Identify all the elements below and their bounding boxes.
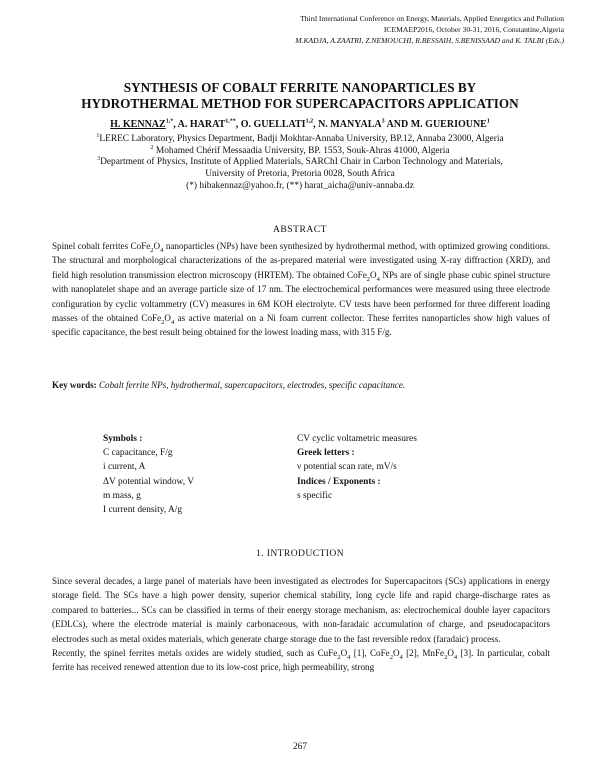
intro-sub: 4 (453, 653, 458, 661)
intro-paragraph-1: Since several decades, a large panel of materials have been investigated as electrodes for Supercapacitors (SCs) applications in energy storage field. The SCs have a high power density, superior chemical stability, long cycle life and rapid charge-discharge rates as compared to batteries... SCs can be classified in terms of their energy storage mechanism, as: electrochemical double layer capacitors (EDLCs), where the electrode material is mainly carbonaceous, with non-faradaic accumulation of charge, and pseudocapacitors electrodes such as metal oxides materials, which generate charge storage due to the fast reversible redox (faradaic) process. (52, 576, 550, 644)
affil-3-text: Department of Physics, Institute of Applied Materials, SARChI Chair in Carbon Technology and Materials, (100, 157, 503, 168)
affiliation-3-cont: University of Pretoria, Pretoria 0028, South Africa (205, 169, 395, 180)
abs-sub: 4 (376, 275, 380, 283)
abs-sub: 4 (160, 246, 164, 254)
nomenclature-left (103, 432, 194, 517)
intro-seg: O (447, 648, 454, 659)
intro-sub: 2 (389, 653, 393, 661)
affiliation-1 (60, 134, 540, 146)
author-1: H. KENNAZ (110, 119, 166, 130)
affil-3-num: 3 (97, 156, 101, 163)
symbol-s: s specific (297, 490, 333, 501)
intro-seg: O (340, 648, 348, 659)
conference-header (204, 13, 564, 46)
author-2-sup: 1,** (225, 118, 236, 125)
symbol-dv: ΔV potential window, V (103, 476, 195, 487)
greek-heading: Greek letters : (297, 448, 355, 459)
author-5: M. GUERIOUNE (410, 119, 487, 130)
symbol-c: C capacitance, F/g (103, 448, 173, 459)
abs-seg: NPs are of single phase cubic spinel structure with nanoplatelet shape and an average particle size of 17 nm. The electrochemical performances were measured using three electrode configuration by cyclic voltammetry (CV) measures in 6M KOH electrolyte. CV tests have been performed for three different loading masses of the obtained CoFe (52, 269, 550, 324)
introduction-text (52, 574, 550, 675)
abstract-text (52, 239, 550, 340)
abs-seg: O (164, 313, 171, 324)
symbol-nu: ν potential scan rate, mV/s (297, 462, 397, 473)
abstract-heading: ABSTRACT (272, 224, 328, 235)
author-4-sup: 3 (381, 118, 385, 125)
nomenclature-right (297, 432, 417, 503)
symbol-m: m mass, g (103, 490, 141, 501)
affil-1-num: 1 (96, 132, 100, 139)
keywords (52, 380, 550, 390)
author-5-sup: 1 (486, 118, 490, 125)
author-4: N. MANYALA (318, 119, 382, 130)
affiliation-2 (60, 146, 540, 158)
conference-name: Third International Conference on Energy, Materials, Applied Energetics and Pollution (300, 14, 564, 23)
affil-2-text: Mohamed Chérif Messaadia University, BP. 1553, Souk-Ahras 41000, Algeria (153, 145, 450, 156)
indices-heading: Indices / Exponents : (297, 476, 381, 487)
page-number: 267 (292, 742, 308, 752)
intro-seg: [1], CoFe (350, 648, 390, 659)
affiliations (60, 134, 540, 193)
keywords-text: Cobalt ferrite NPs, hydrothermal, supercapacitors, electrodes, specific capacitance. (96, 380, 406, 390)
symbol-i: i current, A (103, 462, 146, 473)
author-emails: (*) hibakennaz@yahoo.fr, (**) harat_aicha@univ-annaba.dz (186, 180, 414, 191)
author-list: H. $KENNAZ^{1,*}$, A. $HARAT^{1,**}$, O. GUELLATI$^{1,2}$, N. MANYALA$^3$ AND M. GUERIOUNE$^1$ (110, 118, 490, 130)
abs-seg: O (370, 269, 377, 280)
symbols-heading: Symbols : (103, 434, 143, 444)
affil-1-text: LEREC Laboratory, Physics Department, Badji Mokhtar-Annaba University, BP.12, Annaba 23000, Algeria (99, 134, 504, 144)
affil-2-num: 2 (150, 144, 154, 151)
intro-paragraph-2 (52, 646, 550, 675)
author-2: A. HARAT (177, 119, 226, 130)
symbol-I: I current density, A/g (103, 505, 183, 516)
author-1-sup: 1,* (165, 118, 174, 125)
abs-seg: O (153, 241, 161, 251)
paper-title (40, 80, 560, 112)
abs-sub: 2 (150, 246, 154, 254)
abs-seg: as active material on a Ni foam current collector. These ferrites nanoparticles show high values of specific capacitance, the best result being obtained for the lowest loading mass, with 315 F/g. (52, 313, 551, 338)
abs-sub: 2 (366, 275, 370, 283)
intro-seg: [2], MnFe (402, 648, 445, 659)
intro-seg: Recently, the spinel ferrites metals oxides are widely studied, such as CuFe (52, 648, 338, 659)
intro-sub: 4 (347, 653, 351, 661)
title-line-1: SYNTHESIS OF COBALT FERRITE NANOPARTICLES BY (123, 80, 477, 95)
author-3: O. GUELLATI (240, 119, 306, 130)
abs-sub: 4 (170, 318, 175, 326)
title-line-2: HYDROTHERMAL METHOD FOR SUPERCAPACITORS APPLICATION (81, 96, 519, 111)
author-3-sup: 1,2 (305, 118, 314, 125)
abs-sub: 2 (161, 318, 165, 326)
introduction-heading: 1. INTRODUCTION (255, 548, 345, 559)
intro-seg: O (392, 648, 400, 659)
conference-event: ICEMAEP2016, October 30-31, 2016, Constantine,Algeria (383, 25, 564, 34)
intro-seg: [3]. In particular, cobalt ferrite has received renewed attention due to its low-cost price, high permeability, strong (52, 648, 550, 673)
affiliation-3 (60, 157, 540, 169)
intro-sub: 4 (399, 653, 403, 661)
abs-seg: Spinel cobalt ferrites CoFe (52, 241, 151, 251)
keywords-label: Key words: (52, 380, 97, 390)
symbol-cv: CV cyclic voltametric measures (297, 434, 417, 444)
abs-seg: nanoparticles (NPs) have been synthesized by hydrothermal method, with optimized growing conditions. The structural and morphological characterizations of the as-prepared material were investigated using X-ray diffraction (XRD), and field high resolution transmission electron microscopy (HRTEM). The obtained CoFe (52, 241, 550, 280)
intro-sub: 2 (337, 653, 341, 661)
conference-editors: M.KADJA, A.ZAATRI, Z.NEMOUCHI, R.BESSAIH, S.BENISSAAD and K. TALBI (Eds.) (295, 36, 564, 45)
intro-sub: 2 (444, 653, 448, 661)
